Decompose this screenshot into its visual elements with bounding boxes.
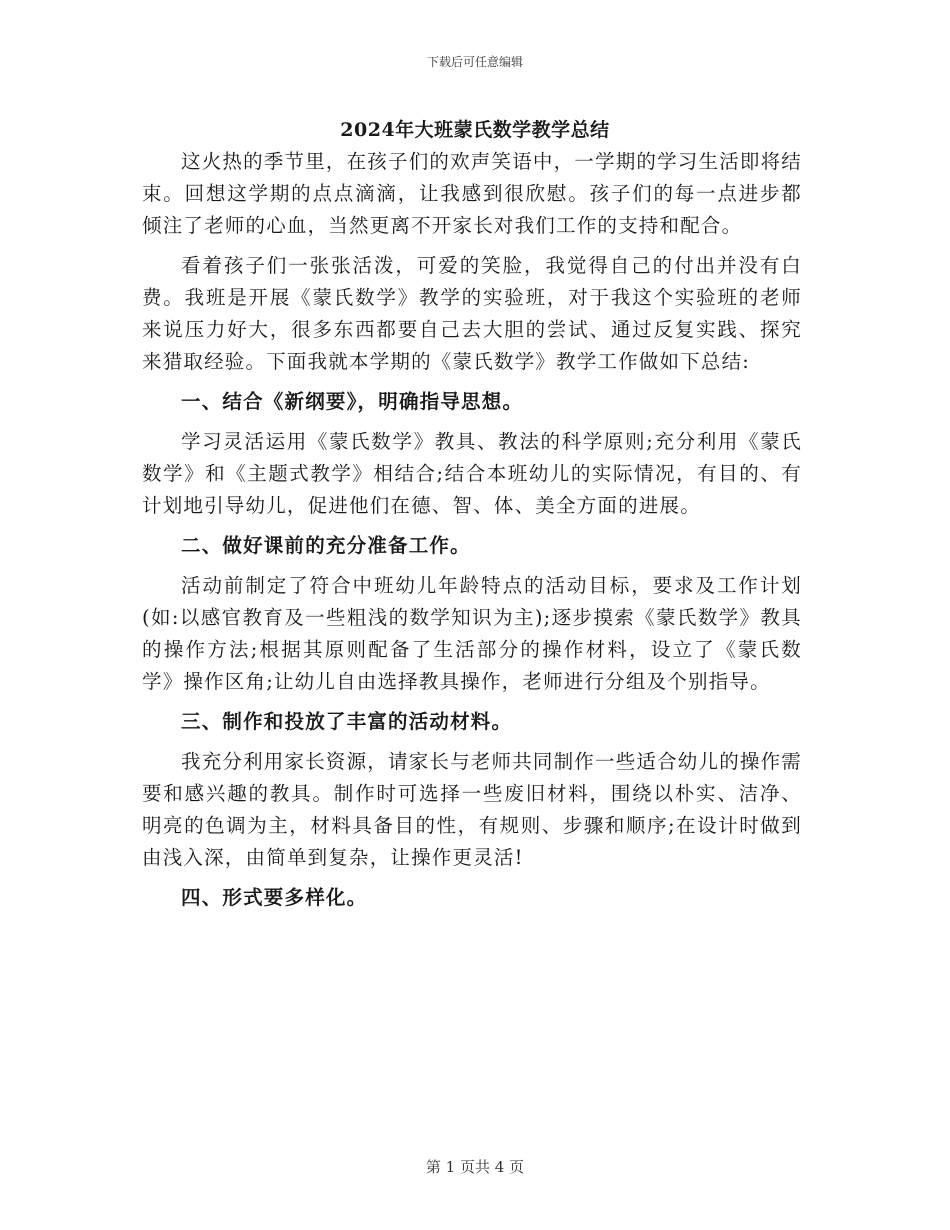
document-title: 2024年大班蒙氏数学教学总结	[340, 119, 610, 141]
section-heading-4: 四、形式要多样化。	[181, 886, 368, 909]
section-body-2: 活动前制定了符合中班幼儿年龄特点的活动目标，要求及工作计划(如:以感官教育及一些粗浅的数学知识为主);逐步摸索《蒙氏数学》教具的操作方法;根据其原则配备了生活部分的操作材料，设立了《蒙氏数学》操作区角;让幼儿自由选择教具操作，老师进行分组及个别指导。	[142, 574, 802, 693]
document-body	[142, 146, 802, 922]
page-number: 第 1 页共 4 页	[425, 1158, 525, 1176]
section-body-1: 学习灵活运用《蒙氏数学》教具、教法的科学原则;充分利用《蒙氏数学》和《主题式教学》相结合;结合本班幼儿的实际情况，有目的、有计划地引导幼儿，促进他们在德、智、体、美全方面的进展。	[142, 430, 802, 517]
intro-paragraph-1: 这火热的季节里，在孩子们的欢声笑语中，一学期的学习生活即将结束。回想这学期的点点滴滴，让我感到很欣慰。孩子们的每一点进步都倾注了老师的心血，当然更离不开家长对我们工作的支持和配合。	[142, 150, 803, 237]
section-heading-1: 一、结合《新纲要》，明确指导思想。	[181, 390, 524, 413]
intro-paragraph-2: 看着孩子们一张张活泼，可爱的笑脸，我觉得自己的付出并没有白费。我班是开展《蒙氏数学》教学的实验班，对于我这个实验班的老师来说压力好大，很多东西都要自己去大胆的尝试、通过反复实践、探究来猎取经验。下面我就本学期的《蒙氏数学》教学工作做如下总结:	[142, 254, 802, 373]
section-body-3: 我充分利用家长资源，请家长与老师共同制作一些适合幼儿的操作需要和感兴趣的教具。制作时可选择一些废旧材料，围绕以朴实、洁净、明亮的色调为主，材料具备目的性，有规则、步骤和顺序;在设计时做到由浅入深，由简单到复杂，让操作更灵活!	[142, 750, 803, 869]
section-heading-2: 二、做好课前的充分准备工作。	[181, 534, 471, 557]
section-heading-3: 三、制作和投放了丰富的活动材料。	[181, 710, 513, 733]
page-header-note: 下载后可任意编辑	[426, 55, 523, 69]
